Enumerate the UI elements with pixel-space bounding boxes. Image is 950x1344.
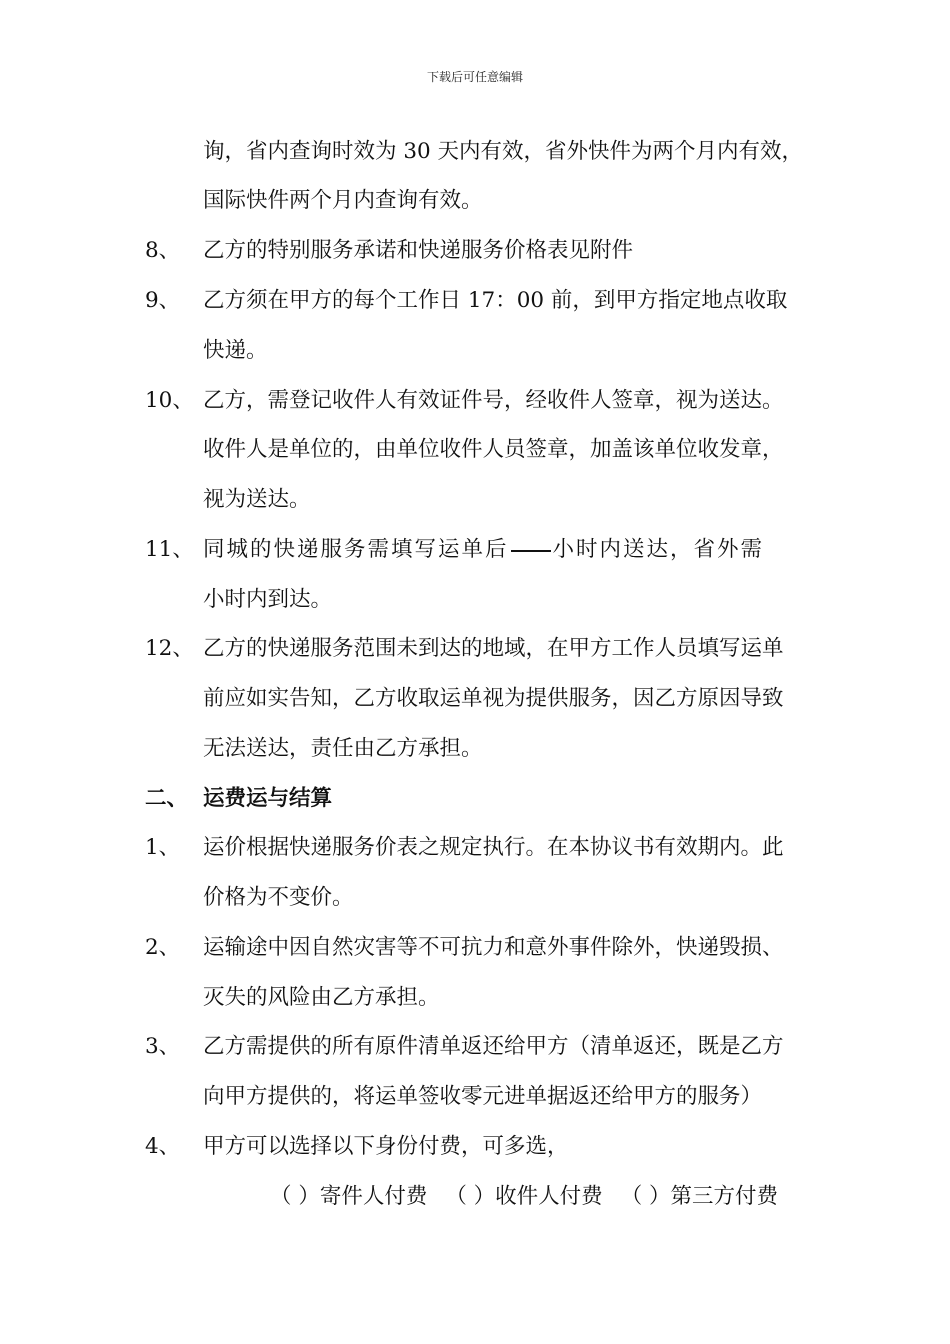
item-9-line-1: 乙方须在甲方的每个工作日 17：00 前，到甲方指定地点收取: [203, 288, 788, 313]
section-2-item-2-line-1: 运输途中因自然灾害等不可抗力和意外事件除外，快递毁损、: [203, 935, 784, 960]
section-2-item-number-4: 4、: [145, 1134, 181, 1159]
item-11-line-2: 小时内到达。: [203, 587, 333, 612]
section-2-item-1-line-2: 价格为不变价。: [203, 885, 354, 910]
item-10-line-3: 视为送达。: [203, 487, 311, 512]
section-2-number: 二、: [145, 786, 189, 811]
header-note: 下载后可任意编辑: [426, 70, 523, 84]
section-2-item-3-line-2: 向甲方提供的，将运单签收零元进单据返还给甲方的服务）: [203, 1084, 763, 1109]
section-2-item-4-line-1: 甲方可以选择以下身份付费，可多选，: [203, 1134, 569, 1159]
section-2-item-1-line-1: 运价根据快递服务价表之规定执行。在本协议书有效期内。此: [203, 835, 784, 860]
continuation-line-2: 国际快件两个月内查询有效。: [203, 188, 483, 213]
section-2-item-number-1: 1、: [145, 835, 181, 860]
item-10-line-2: 收件人是单位的，由单位收件人员签章，加盖该单位收发章，: [203, 437, 784, 462]
section-2-item-number-3: 3、: [145, 1034, 181, 1059]
payment-options: [270, 1186, 778, 1208]
section-2-item-2-line-2: 灭失的风险由乙方承担。: [203, 985, 440, 1010]
item-10-line-1: 乙方，需登记收件人有效证件号，经收件人签章，视为送达。: [203, 388, 784, 413]
payment-option-third-party[interactable]: （ ）第三方付费: [620, 1184, 779, 1209]
item-number-10: 10、: [145, 388, 194, 413]
item-12-line-1: 乙方的快递服务范围未到达的地域，在甲方工作人员填写运单: [203, 636, 784, 661]
section-2-title: 运费运与结算: [203, 786, 333, 811]
item-11-before-blank: 同城的快递服务需填写运单后: [203, 537, 509, 562]
item-12-line-2: 前应如实告知，乙方收取运单视为提供服务，因乙方原因导致: [203, 686, 784, 711]
item-number-9: 9、: [145, 288, 181, 313]
payment-option-sender[interactable]: （ ）寄件人付费: [270, 1184, 428, 1209]
item-12-line-3: 无法送达，责任由乙方承担。: [203, 736, 483, 761]
payment-option-recipient[interactable]: （ ）收件人付费: [445, 1184, 603, 1209]
item-number-11: 11、: [145, 537, 194, 562]
section-2-item-3-line-1: 乙方需提供的所有原件清单返还给甲方（清单返还，既是乙方: [203, 1034, 784, 1059]
item-9-line-2: 快递。: [203, 338, 268, 363]
continuation-line-1: 询，省内查询时效为 30 天内有效，省外快件为两个月内有效，: [203, 139, 804, 164]
item-number-12: 12、: [145, 636, 194, 661]
section-2-item-number-2: 2、: [145, 935, 181, 960]
item-8-line-1: 乙方的特别服务承诺和快递服务价格表见附件: [203, 238, 634, 263]
item-11-line-1: [203, 539, 764, 561]
item-number-8: 8、: [145, 238, 181, 263]
fill-in-blank[interactable]: [511, 550, 551, 552]
item-11-after-blank: 小时内送达，省外需: [552, 537, 765, 562]
